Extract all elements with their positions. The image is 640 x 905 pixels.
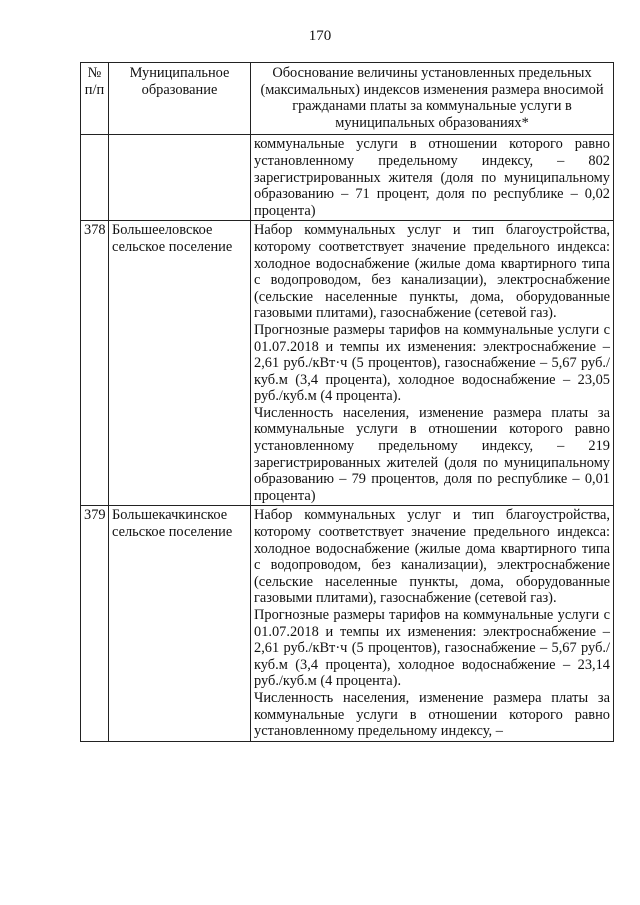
row-justification	[251, 221, 614, 506]
justification-paragraph: Набор коммунальных услуг и тип благоустройства, которому соответствует значение предельного индекса: холодное водоснабжение (жилые дома квартирного типа с водопроводом, без канализации), электроснабжение (сельские населенные пункты, дома, оборудованные газовыми плитами), газоснабжение (сетевой газ).	[254, 222, 610, 322]
row-number	[81, 135, 109, 221]
row-number: 378	[81, 221, 109, 506]
table-row-378	[81, 221, 614, 506]
tariff-justification-table	[80, 62, 614, 742]
row-justification	[251, 135, 614, 221]
header-municipality: Муниципальное образование	[109, 63, 251, 135]
row-number: 379	[81, 506, 109, 741]
justification-paragraph: Прогнозные размеры тарифов на коммунальные услуги с 01.07.2018 и темпы их изменения: электроснабжение – 2,61 руб./кВт·ч (5 процентов), газоснабжение – 5,67 руб./куб.м (3,4 процента), холодное водоснабжение – 23,14 руб./куб.м (4 процента).	[254, 607, 610, 690]
justification-paragraph: Численность населения, изменение размера платы за коммунальные услуги в отношении которого равно установленному предельному индексу, –	[254, 689, 610, 740]
row-justification	[251, 506, 614, 741]
page-number: 170	[308, 28, 332, 44]
table-header-row	[81, 63, 614, 135]
justification-paragraph: коммунальные услуги в отношении которого равно установленному предельному индексу, – 802 зарегистрированных жителя (доля по муниципальному образованию – 71 процент, доля по республике – 0,02 процента)	[254, 136, 610, 219]
justification-paragraph: Набор коммунальных услуг и тип благоустройства, которому соответствует значение предельного индекса: холодное водоснабжение (жилые дома квартирного типа с водопроводом, без канализации), электроснабжение (сельские населенные пункты, дома, оборудованные газовыми плитами), газоснабжение (сетевой газ).	[254, 507, 610, 607]
header-num: № п/п	[81, 63, 109, 135]
header-justification: Обоснование величины установленных предельных (максимальных) индексов изменения размера вносимой гражданами платы за коммунальные услуги в муниципальных образованиях*	[251, 63, 614, 135]
table-row-379	[81, 506, 614, 741]
justification-paragraph: Численность населения, изменение размера платы за коммунальные услуги в отношении которого равно установленному предельному индексу, – 219 зарегистрированных жителей (доля по муниципальному образованию – 79 процентов, доля по республике – 0,01 процента)	[254, 404, 610, 504]
table-row-continuation	[81, 135, 614, 221]
justification-paragraph: Прогнозные размеры тарифов на коммунальные услуги с 01.07.2018 и темпы их изменения: электроснабжение – 2,61 руб./кВт·ч (5 процентов), газоснабжение – 5,67 руб./куб.м (3,4 процента), холодное водоснабжение – 23,05 руб./куб.м (4 процента).	[254, 321, 610, 405]
row-municipality: Большекачкинское сельское поселение	[109, 506, 251, 741]
row-municipality: Большееловское сельское поселение	[109, 221, 251, 506]
row-municipality	[109, 135, 251, 221]
